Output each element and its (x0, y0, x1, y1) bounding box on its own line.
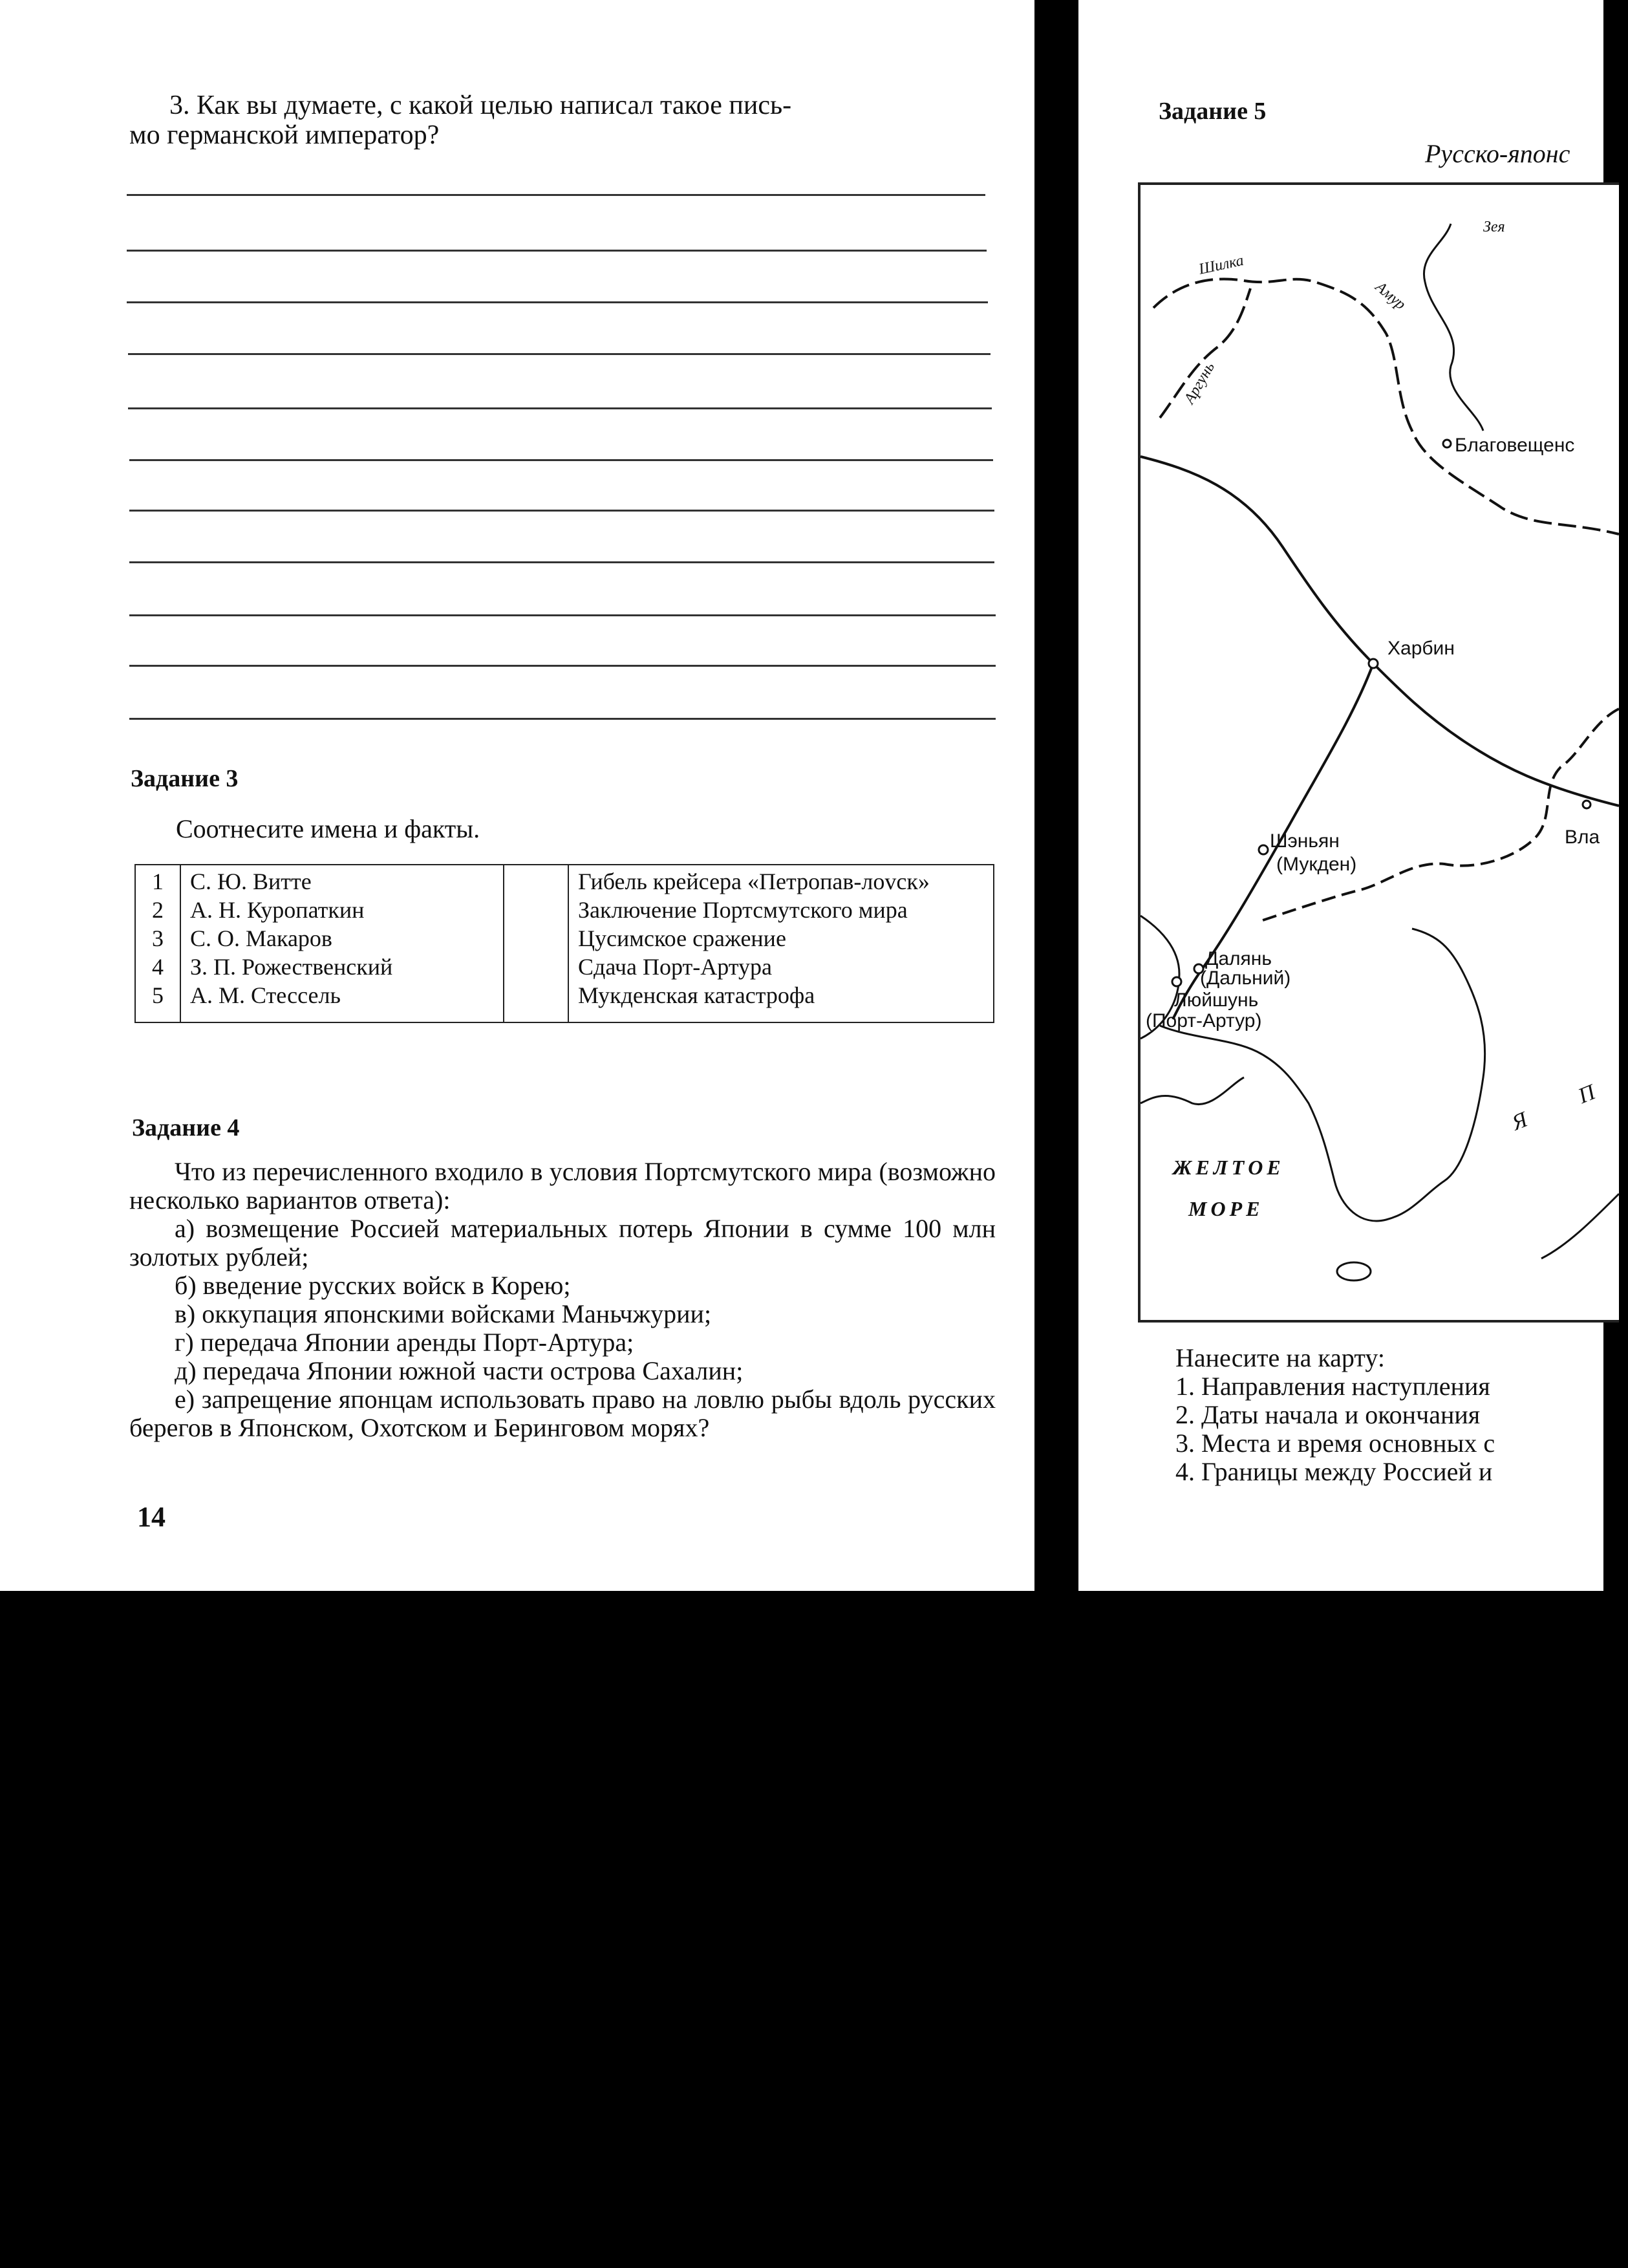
answer-line[interactable] (129, 561, 994, 563)
answer-cell[interactable] (504, 979, 568, 1022)
task-4-body (129, 1158, 996, 1442)
matching-table (134, 864, 994, 1023)
answer-cell[interactable] (504, 922, 568, 951)
label-shenyang: Шэньян (1270, 830, 1340, 852)
fact: Цусимское сражение (568, 922, 994, 951)
island (1337, 1262, 1371, 1280)
table-row (135, 979, 994, 1022)
task-4-option-c[interactable]: в) оккупация японскими войсками Маньчжурии; (175, 1299, 712, 1328)
person-name: З. П. Рожественский (180, 951, 504, 979)
map[interactable] (1138, 182, 1623, 1323)
table-row (135, 894, 994, 922)
instruction-2: 2. Даты начала и окончания (1175, 1400, 1481, 1429)
answer-line[interactable] (129, 665, 996, 667)
question-3-line1: 3. Как вы думаете, с какой целью написал такое пись- (169, 91, 792, 120)
map-title: Русско-японс (1425, 139, 1570, 168)
label-argun: Аргунь (1181, 359, 1218, 407)
city-shenyang (1259, 845, 1268, 854)
label-amur: Амур (1372, 278, 1409, 314)
label-yellow-sea-2: МОРЕ (1188, 1197, 1264, 1220)
instruction-1: 1. Направления наступления (1175, 1372, 1490, 1401)
label-port-arthur: (Порт-Артур) (1146, 1010, 1262, 1031)
person-name: А. Н. Куропаткин (180, 894, 504, 922)
person-name: С. Ю. Витте (180, 865, 504, 894)
fact: Заключение Портсмутского мира (568, 894, 994, 922)
answer-line[interactable] (127, 194, 985, 196)
city-vladivostok (1583, 801, 1591, 808)
amur-border (1153, 279, 1619, 534)
row-number: 3 (135, 922, 180, 951)
label-yellow-sea-1: ЖЕЛТОЕ (1173, 1156, 1285, 1179)
city-lushun (1172, 977, 1181, 986)
fact: Гибель крейсера «Петропав-лovск» (568, 865, 994, 894)
label-vla: Вла (1565, 826, 1600, 848)
answer-cell[interactable] (504, 894, 568, 922)
answer-cell[interactable] (504, 865, 568, 894)
korea-border (1257, 709, 1619, 922)
question-3 (129, 91, 996, 150)
answer-line[interactable] (128, 407, 992, 409)
task-3-heading: Задание 3 (131, 765, 239, 792)
task-4-option-f[interactable]: е) запрещение японцам использовать право на ловлю рыбы вдоль русских берегов в Японском, Охотском и Беринговом морях? (129, 1385, 996, 1442)
map-svg (1141, 185, 1623, 1320)
task-4-heading: Задание 4 (132, 1114, 240, 1141)
task-4-option-d[interactable]: г) передача Японии аренды Порт-Артура; (175, 1328, 634, 1357)
label-zeya: Зея (1483, 219, 1505, 235)
label-mukden: (Мукден) (1276, 854, 1357, 875)
left-page (0, 0, 1034, 1591)
label-japan-sea: Я П (1508, 1070, 1623, 1136)
answer-line[interactable] (129, 459, 993, 461)
answer-line[interactable] (129, 510, 994, 512)
instructions-title: Нанесите на карту: (1175, 1343, 1385, 1372)
answer-line[interactable] (127, 301, 988, 303)
japan-coast (1541, 1194, 1619, 1258)
task-5-instructions (1175, 1344, 1628, 1486)
instruction-3: 3. Места и время основных с (1175, 1429, 1495, 1458)
row-number: 4 (135, 951, 180, 979)
label-harbin: Харбин (1387, 638, 1455, 659)
shandong-coast (1141, 1077, 1244, 1105)
task-4-intro: Что из перечисленного входило в условия Портсмутского мира (возможно несколько вариантов ответа): (129, 1157, 996, 1215)
row-number: 2 (135, 894, 180, 922)
question-3-line2: мо германской император? (129, 120, 440, 150)
row-number: 5 (135, 979, 180, 1022)
task-5-heading: Задание 5 (1159, 98, 1267, 125)
right-page (1078, 0, 1623, 1591)
table-row (135, 865, 994, 894)
answer-line[interactable] (129, 614, 996, 616)
person-name: С. О. Макаров (180, 922, 504, 951)
label-blagoveshchensk: Благовещенс (1455, 435, 1575, 456)
label-dalian: Далянь (1205, 948, 1272, 969)
fact: Сдача Порт-Артура (568, 951, 994, 979)
instruction-4: 4. Границы между Россией и (1175, 1457, 1493, 1486)
answer-line[interactable] (128, 353, 991, 355)
city-harbin (1369, 659, 1378, 668)
task-3-instruction: Соотнесите имена и факты. (176, 814, 480, 843)
task-4-option-e[interactable]: д) передача Японии южной части острова Сахалин; (175, 1356, 744, 1385)
fact: Мукденская катастрофа (568, 979, 994, 1022)
task-4-option-a[interactable]: а) возмещение Россией материальных потерь Японии в сумме 100 млн золотых рублей; (129, 1214, 996, 1271)
answer-line[interactable] (129, 718, 996, 720)
page-number: 14 (137, 1501, 166, 1533)
task-4-option-b[interactable]: б) введение русских войск в Корею; (175, 1271, 571, 1300)
table-row (135, 922, 994, 951)
label-dalniy: (Дальний) (1200, 967, 1291, 989)
table-row (135, 951, 994, 979)
zeya-river (1424, 224, 1483, 431)
argun-border (1160, 288, 1250, 418)
person-name: А. М. Стессель (180, 979, 504, 1022)
answer-cell[interactable] (504, 951, 568, 979)
answer-line[interactable] (127, 250, 987, 252)
city-blagoveshchensk (1443, 440, 1451, 448)
label-shilka: Шилка (1197, 252, 1245, 278)
label-lushun: Люйшунь (1174, 989, 1259, 1011)
row-number: 1 (135, 865, 180, 894)
railway-line (1141, 457, 1619, 806)
